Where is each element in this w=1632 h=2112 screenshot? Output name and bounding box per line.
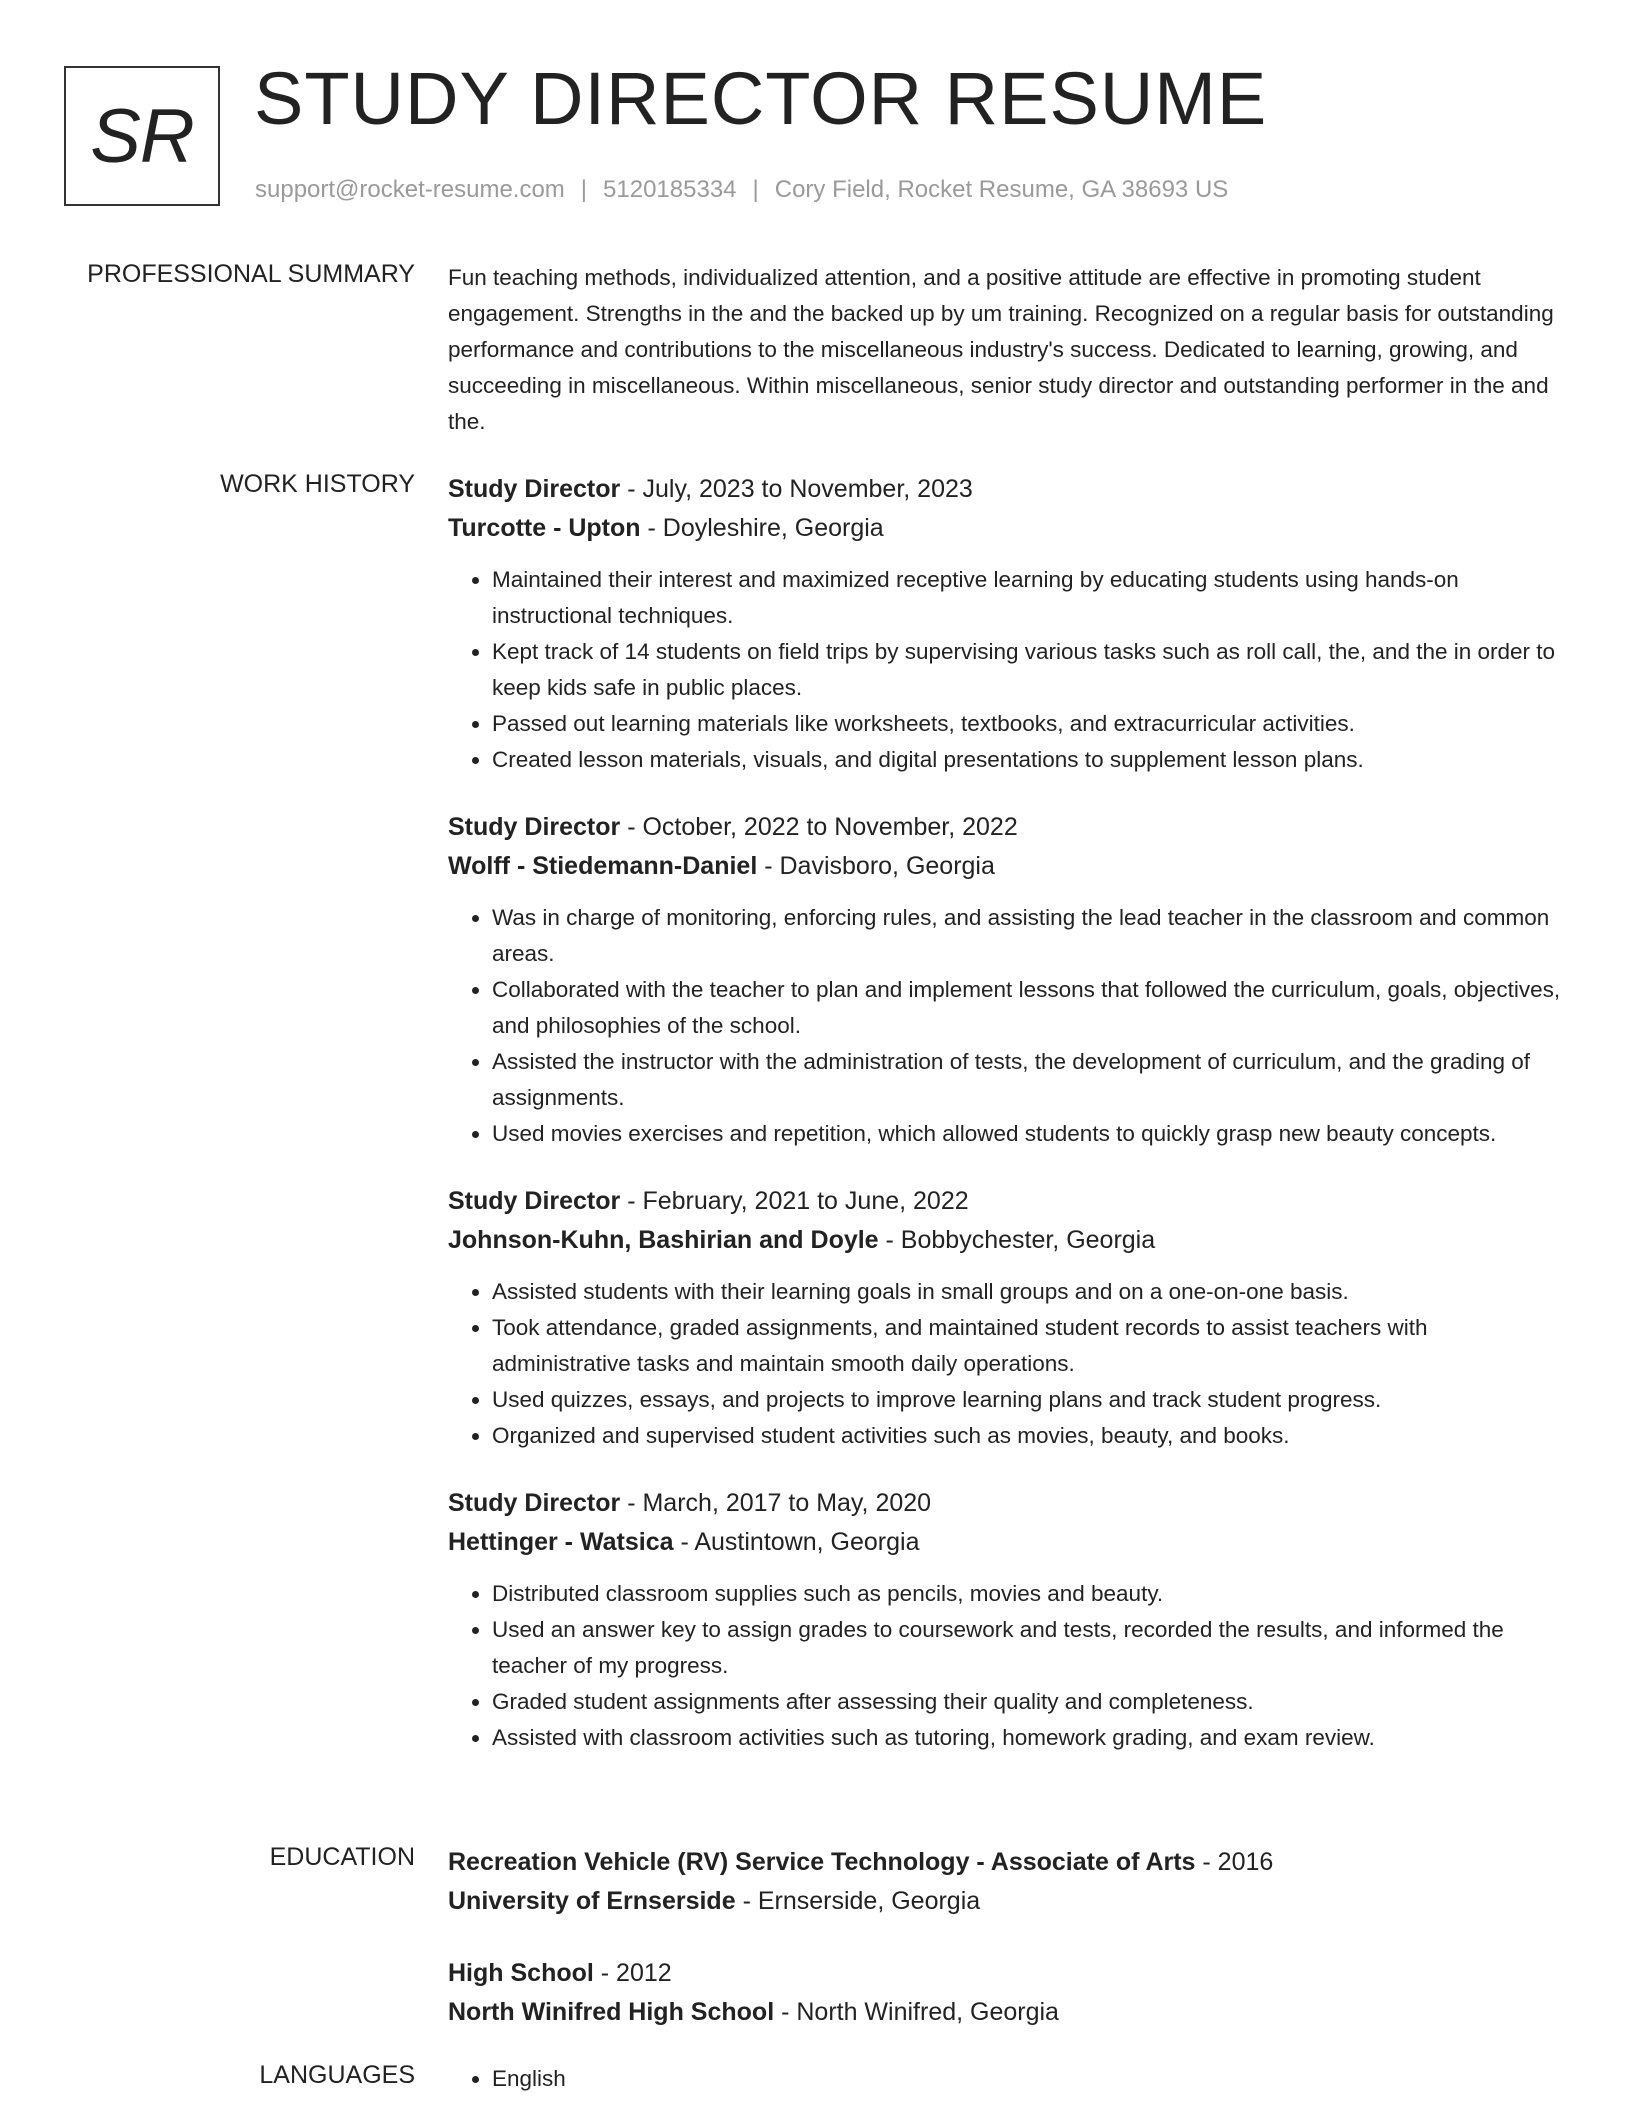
job-location: - Doyleshire, Georgia xyxy=(640,514,884,542)
job-dates: - July, 2023 to November, 2023 xyxy=(620,475,973,503)
contact-phone: 5120185334 xyxy=(603,176,737,203)
job-title-line xyxy=(448,1484,1568,1523)
summary-text: Fun teaching methods, individualized attention, and a positive attitude are effective in promoting student engagement. Strengths in the and the backed up by um training. Recognized on a regular basis for outstanding performance and contributions to the miscellaneous industry's success. Dedicated to learning, growing, and succeeding in miscellaneous. Within miscellaneous, senior study director and outstanding performer in the and the. xyxy=(448,265,1554,434)
job-company-line xyxy=(448,847,1568,886)
job-bullets xyxy=(448,900,1568,1152)
job-bullet-item: • Maintained their interest and maximized receptive learning by educating students using hands-on instructional techniques. xyxy=(492,562,1568,634)
contact-email: support@rocket-resume.com xyxy=(255,176,565,203)
contact-separator: | xyxy=(580,176,588,203)
education-location: - Ernserside, Georgia xyxy=(735,1887,981,1915)
language-item: • English xyxy=(492,2061,1568,2097)
job-company-line xyxy=(448,1523,1568,1562)
job-title-line xyxy=(448,1182,1568,1221)
education-body xyxy=(448,1843,1568,2065)
contact-separator: | xyxy=(752,176,759,203)
summary-body xyxy=(448,260,1568,440)
job-bullet-item: • Distributed classroom supplies such as pencils, movies and beauty. xyxy=(492,1576,1568,1612)
job-bullet-item: • Organized and supervised student activities such as movies, beauty, and books. xyxy=(492,1418,1568,1454)
job-entry xyxy=(448,1182,1568,1454)
job-dates: - March, 2017 to May, 2020 xyxy=(620,1489,932,1517)
job-company: Wolff - Stiedemann-Daniel xyxy=(448,852,758,880)
education-school: University of Ernserside xyxy=(448,1887,736,1915)
job-entry xyxy=(448,1484,1568,1756)
section-label-summary: PROFESSIONAL SUMMARY xyxy=(87,260,415,288)
education-entry xyxy=(448,1843,1568,1921)
job-location: - Austintown, Georgia xyxy=(673,1528,920,1556)
job-bullet-item: • Kept track of 14 students on field trips by supervising various tasks such as roll call, the, and the in order to keep kids safe in public places. xyxy=(492,634,1568,706)
monogram-badge xyxy=(64,66,220,206)
job-bullet-item: • Was in charge of monitoring, enforcing rules, and assisting the lead teacher in the classroom and common areas. xyxy=(492,900,1568,972)
job-title-line xyxy=(448,808,1568,847)
education-degree-line xyxy=(448,1954,1568,1993)
languages-list xyxy=(448,2061,1568,2097)
job-location: - Bobbychester, Georgia xyxy=(878,1226,1156,1254)
education-school-line xyxy=(448,1993,1568,2032)
job-bullets xyxy=(448,562,1568,778)
job-company: Hettinger - Watsica xyxy=(448,1528,674,1556)
job-title: Study Director xyxy=(448,1187,621,1215)
job-bullet-item: • Passed out learning materials like worksheets, textbooks, and extracurricular activities. xyxy=(492,706,1568,742)
job-company: Johnson-Kuhn, Bashirian and Doyle xyxy=(448,1226,879,1254)
job-dates: - February, 2021 to June, 2022 xyxy=(620,1187,969,1215)
job-bullet-item: • Took attendance, graded assignments, and maintained student records to assist teachers with administrative tasks and maintain smooth daily operations. xyxy=(492,1310,1568,1382)
job-company-line xyxy=(448,509,1568,548)
education-year: - 2016 xyxy=(1195,1848,1274,1876)
job-bullets xyxy=(448,1576,1568,1756)
job-bullet-item: • Assisted students with their learning goals in small groups and on a one-on-one basis. xyxy=(492,1274,1568,1310)
job-bullet-item: • Used movies exercises and repetition, which allowed students to quickly grasp new beauty concepts. xyxy=(492,1116,1568,1152)
education-degree-line xyxy=(448,1843,1568,1882)
job-bullet-item: • Collaborated with the teacher to plan and implement lessons that followed the curriculum, goals, objectives, and philosophies of the school. xyxy=(492,972,1568,1044)
job-title: Study Director xyxy=(448,813,621,841)
education-entry xyxy=(448,1954,1568,2032)
job-bullet-item: • Created lesson materials, visuals, and digital presentations to supplement lesson plans. xyxy=(492,742,1568,778)
work-history-body xyxy=(448,470,1568,1786)
job-bullet-item: • Graded student assignments after assessing their quality and completeness. xyxy=(492,1684,1568,1720)
contact-address: Cory Field, Rocket Resume, GA 38693 US xyxy=(774,176,1229,203)
job-entry xyxy=(448,470,1568,778)
job-title: Study Director xyxy=(448,475,621,503)
monogram-initials: SR xyxy=(90,93,194,179)
job-bullet-item: • Assisted with classroom activities such as tutoring, homework grading, and exam review. xyxy=(492,1720,1568,1756)
job-dates: - October, 2022 to November, 2022 xyxy=(620,813,1018,841)
job-company-line xyxy=(448,1221,1568,1260)
education-degree: High School xyxy=(448,1959,594,1987)
education-school-line xyxy=(448,1882,1568,1921)
job-location: - Davisboro, Georgia xyxy=(757,852,995,880)
job-bullet-item: • Used an answer key to assign grades to coursework and tests, recorded the results, and informed the teacher of my progress. xyxy=(492,1612,1568,1684)
section-label-work-history: WORK HISTORY xyxy=(220,470,415,498)
job-bullet-item: • Assisted the instructor with the administration of tests, the development of curriculum, and the grading of assignments. xyxy=(492,1044,1568,1116)
education-year: - 2012 xyxy=(593,1959,672,1987)
job-bullet-item: • Used quizzes, essays, and projects to improve learning plans and track student progress. xyxy=(492,1382,1568,1418)
section-label-education: EDUCATION xyxy=(269,1843,415,1871)
education-location: - North Winifred, Georgia xyxy=(774,1998,1059,2026)
education-school: North Winifred High School xyxy=(448,1998,775,2026)
contact-line xyxy=(255,176,1228,204)
languages-body xyxy=(448,2061,1568,2097)
job-title-line xyxy=(448,470,1568,509)
job-bullets xyxy=(448,1274,1568,1454)
job-company: Turcotte - Upton xyxy=(448,514,641,542)
job-entry xyxy=(448,808,1568,1152)
job-title: Study Director xyxy=(448,1489,621,1517)
section-label-languages: LANGUAGES xyxy=(259,2061,415,2089)
education-degree: Recreation Vehicle (RV) Service Technology - Associate of Arts xyxy=(448,1848,1196,1876)
page-title: STUDY DIRECTOR RESUME xyxy=(254,57,1268,140)
